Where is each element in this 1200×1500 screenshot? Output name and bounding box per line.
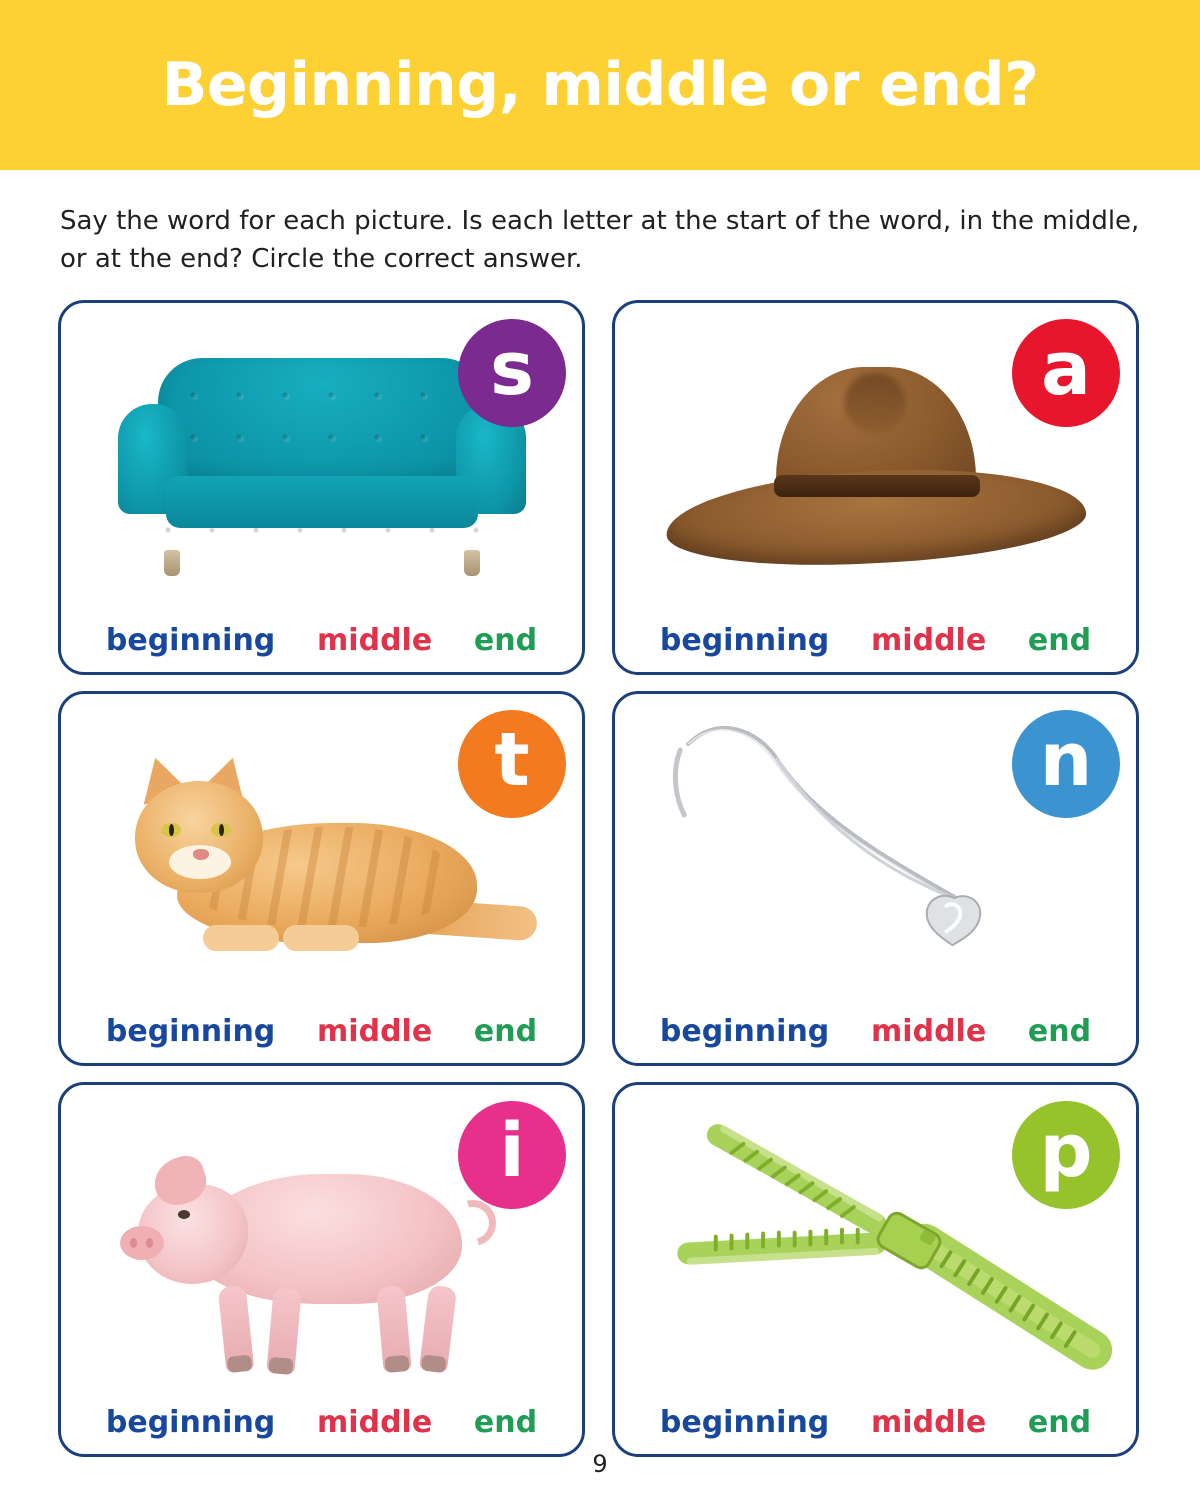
question-grid xyxy=(58,300,1142,1457)
letter-badge xyxy=(458,1101,566,1209)
option-end[interactable]: end xyxy=(473,1014,538,1050)
letter-badge-text: a xyxy=(1041,326,1091,413)
letter-badge xyxy=(1012,319,1120,427)
question-card[interactable] xyxy=(58,691,585,1066)
answer-options xyxy=(615,623,1136,658)
page-number: 9 xyxy=(592,1450,608,1478)
instructions-text: Say the word for each picture. Is each letter at the start of the word, in the middle, or at the end? Circle the correct answer. xyxy=(60,206,1140,274)
answer-options xyxy=(615,1014,1136,1049)
letter-badge xyxy=(1012,710,1120,818)
letter-badge-text: t xyxy=(494,717,530,804)
option-end[interactable]: end xyxy=(1027,1014,1092,1050)
letter-badge-text: n xyxy=(1039,717,1093,804)
letter-badge-text: i xyxy=(499,1108,525,1195)
option-end[interactable]: end xyxy=(1027,1405,1092,1441)
option-end[interactable]: end xyxy=(473,623,538,659)
letter-badge-text: s xyxy=(489,326,535,413)
answer-options xyxy=(61,1014,582,1049)
option-middle[interactable]: middle xyxy=(871,1405,987,1441)
option-beginning[interactable]: beginning xyxy=(659,1014,830,1050)
option-beginning[interactable]: beginning xyxy=(105,623,276,659)
question-card[interactable] xyxy=(612,691,1139,1066)
page-title: Beginning, middle or end? xyxy=(161,50,1039,120)
option-middle[interactable]: middle xyxy=(871,1014,987,1050)
option-middle[interactable]: middle xyxy=(871,623,987,659)
option-beginning[interactable]: beginning xyxy=(659,623,830,659)
question-card[interactable] xyxy=(58,300,585,675)
letter-badge xyxy=(1012,1101,1120,1209)
answer-options xyxy=(61,623,582,658)
option-middle[interactable]: middle xyxy=(317,1405,433,1441)
option-end[interactable]: end xyxy=(473,1405,538,1441)
question-card[interactable] xyxy=(612,1082,1139,1457)
option-middle[interactable]: middle xyxy=(317,1014,433,1050)
letter-badge xyxy=(458,319,566,427)
answer-options xyxy=(61,1405,582,1440)
letter-badge-text: p xyxy=(1039,1108,1093,1195)
option-beginning[interactable]: beginning xyxy=(105,1014,276,1050)
question-card[interactable] xyxy=(58,1082,585,1457)
option-end[interactable]: end xyxy=(1027,623,1092,659)
answer-options xyxy=(615,1405,1136,1440)
option-beginning[interactable]: beginning xyxy=(659,1405,830,1441)
question-card[interactable] xyxy=(612,300,1139,675)
option-beginning[interactable]: beginning xyxy=(105,1405,276,1441)
option-middle[interactable]: middle xyxy=(317,623,433,659)
page-header xyxy=(0,0,1200,170)
letter-badge xyxy=(458,710,566,818)
